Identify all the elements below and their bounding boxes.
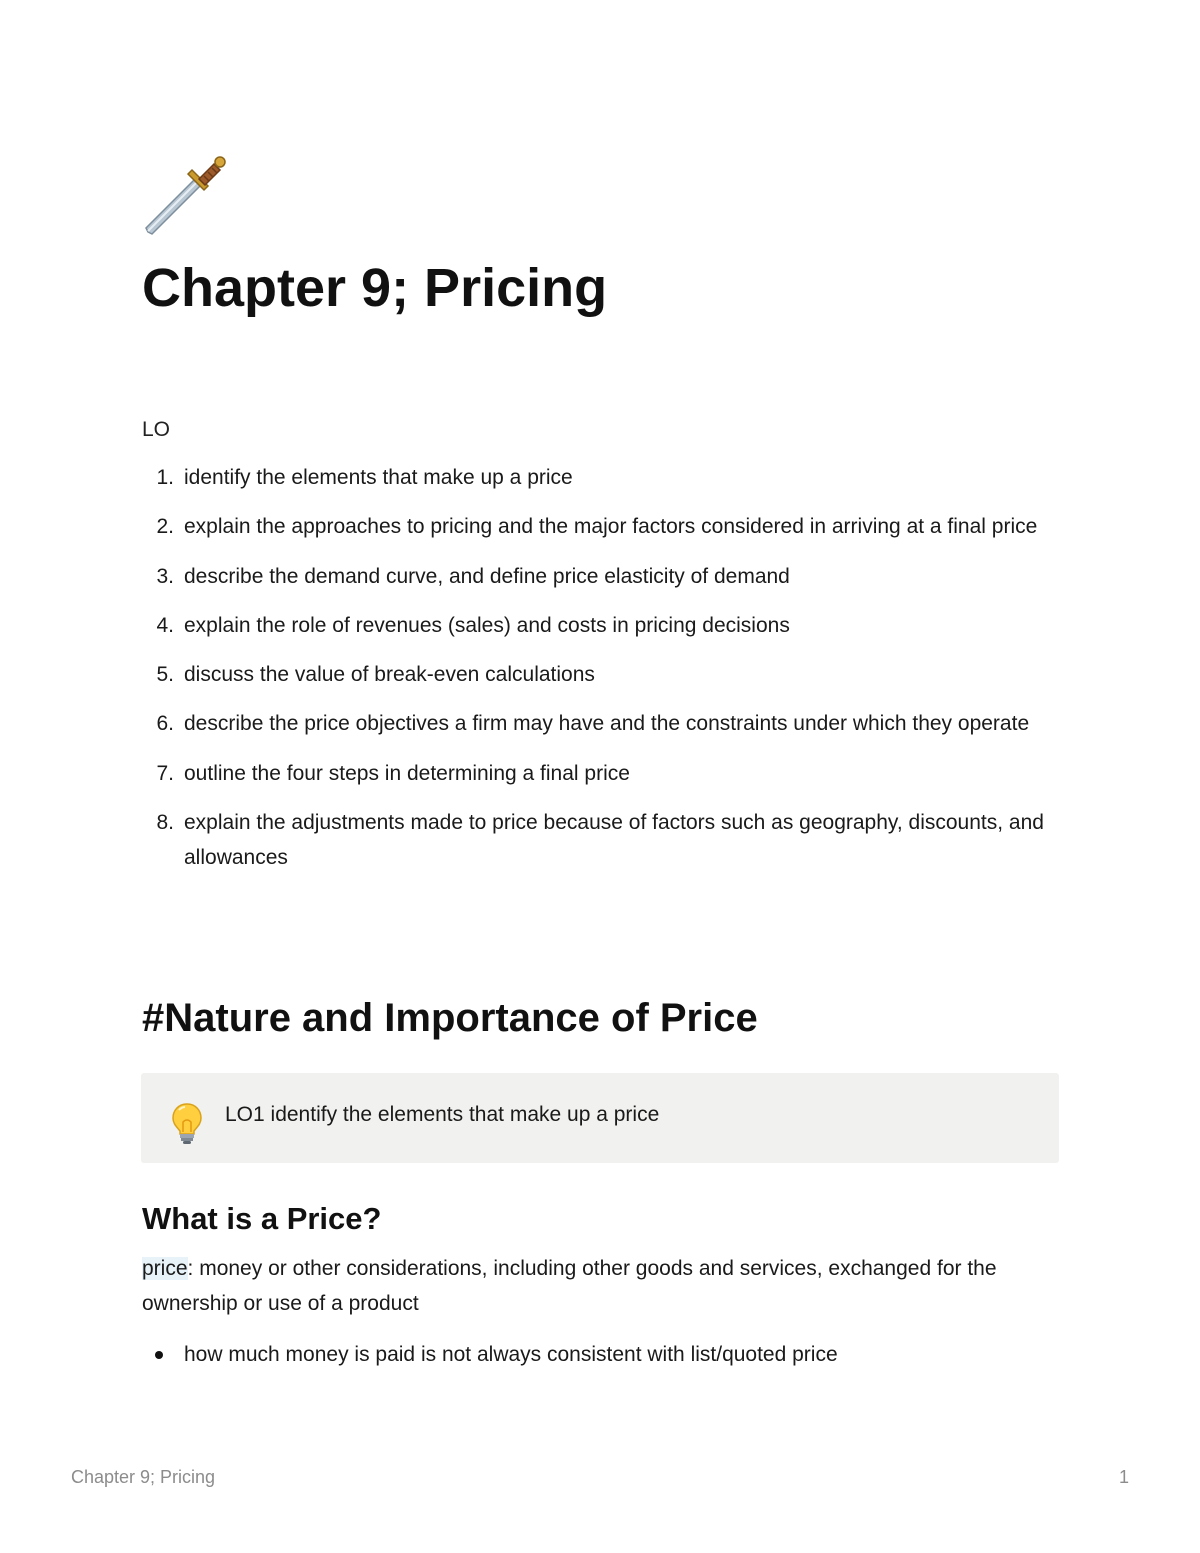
list-item-text: explain the role of revenues (sales) and costs in pricing decisions [184, 613, 790, 637]
list-item-text: explain the adjustments made to price because of factors such as geography, discounts, and allowances [184, 811, 1044, 870]
list-item-number: 2. [156, 515, 174, 539]
list-item [142, 460, 1059, 495]
list-item-number: 5. [156, 663, 174, 687]
list-item [142, 608, 1059, 643]
callout-block [141, 1073, 1059, 1163]
list-item-number: 7. [156, 761, 174, 785]
page-number: 1 [1118, 1467, 1129, 1487]
list-item-number: 1. [156, 466, 174, 489]
list-item-number: 6. [156, 712, 174, 736]
learning-objectives-list [142, 460, 1059, 889]
list-item-text: discuss the value of break-even calculations [184, 663, 595, 687]
light-bulb-icon [171, 1102, 203, 1146]
list-item-text: how much money is paid is not always consistent with list/quoted price [184, 1343, 838, 1366]
list-item-number: 8. [156, 811, 174, 835]
definition-term: price [142, 1257, 188, 1280]
dagger-icon [142, 152, 228, 236]
list-item-number: 3. [156, 564, 174, 588]
list-item-text: outline the four steps in determining a final price [184, 761, 630, 785]
list-item-text: describe the price objectives a firm may have and the constraints under which they operate [184, 712, 1030, 736]
list-item-text: describe the demand curve, and define price elasticity of demand [184, 564, 790, 588]
list-item-text: explain the approaches to pricing and the major factors considered in arriving at a final price [184, 515, 1038, 539]
section-heading: #Nature and Importance of Price [142, 996, 758, 1040]
list-item [142, 559, 1059, 594]
sub-heading: What is a Price? [142, 1201, 382, 1236]
list-item [142, 805, 1059, 875]
definition-text: : money or other considerations, including other goods and services, exchanged for the ownership or use of a product [142, 1257, 997, 1315]
definition-paragraph [142, 1251, 1059, 1321]
list-item-text: identify the elements that make up a price [184, 466, 573, 489]
list-item [142, 1337, 1059, 1372]
list-item [142, 657, 1059, 692]
footer-title: Chapter 9; Pricing [71, 1467, 216, 1487]
list-item-number: 4. [156, 613, 174, 637]
lo-label: LO [142, 418, 171, 441]
bullet-list [142, 1337, 1059, 1372]
list-item [142, 756, 1059, 791]
list-item [142, 509, 1059, 544]
list-item [142, 706, 1059, 741]
bullet-icon [155, 1351, 163, 1359]
callout-text: LO1 identify the elements that make up a price [225, 1103, 660, 1126]
page-title: Chapter 9; Pricing [142, 258, 608, 318]
